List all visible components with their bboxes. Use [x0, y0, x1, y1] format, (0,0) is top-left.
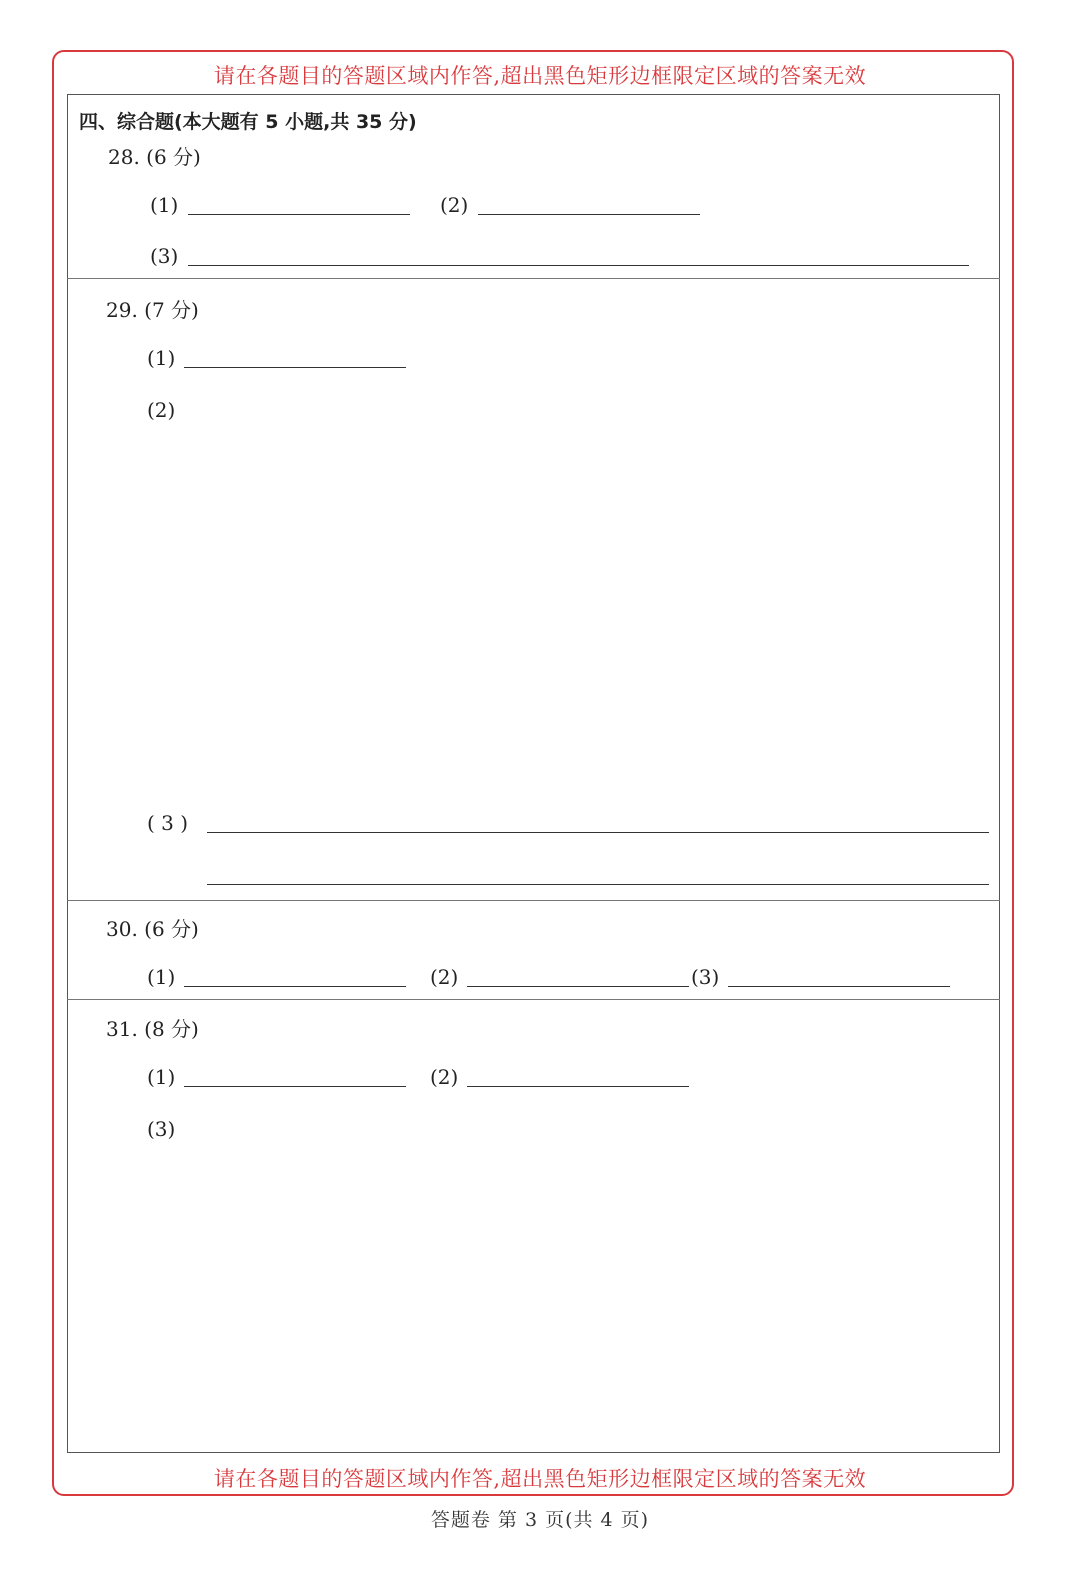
- q29-part3-answer-line-2[interactable]: [207, 884, 989, 885]
- page-footer: 答题卷 第 3 页(共 4 页): [430, 1509, 650, 1531]
- q30-part2-answer-line[interactable]: [467, 986, 689, 987]
- q28-part1-label: (1): [150, 193, 179, 217]
- q31-part1-label: (1): [147, 1065, 176, 1089]
- q29-label: 29. (7 分): [106, 298, 199, 322]
- q30-part3-answer-line[interactable]: [728, 986, 950, 987]
- divider-q28-q29: [67, 278, 1000, 279]
- q31-part3-answer-space[interactable]: [184, 1150, 984, 1440]
- q31-label: 31. (8 分): [106, 1017, 199, 1041]
- q31-part3-label: (3): [147, 1117, 176, 1141]
- warning-top: 请在各题目的答题区域内作答,超出黑色矩形边框限定区域的答案无效: [213, 64, 867, 88]
- q30-part1-label: (1): [147, 965, 176, 989]
- q30-part3-label: (3): [691, 965, 720, 989]
- q31-part2-label: (2): [430, 1065, 459, 1089]
- q30-part1-answer-line[interactable]: [184, 986, 406, 987]
- q31-part1-answer-line[interactable]: [184, 1086, 406, 1087]
- section-title: 四、综合题(本大题有 5 小题,共 35 分): [79, 111, 417, 133]
- q28-part2-label: (2): [440, 193, 469, 217]
- q28-part3-label: (3): [150, 244, 179, 268]
- divider-q29-q30: [67, 900, 1000, 901]
- q31-part2-answer-line[interactable]: [467, 1086, 689, 1087]
- q29-part3-answer-line-1[interactable]: [207, 832, 989, 833]
- q29-part2-answer-space[interactable]: [184, 430, 984, 800]
- q30-label: 30. (6 分): [106, 917, 199, 941]
- q28-part1-answer-line[interactable]: [188, 214, 410, 215]
- q30-part2-label: (2): [430, 965, 459, 989]
- q28-label: 28. (6 分): [108, 145, 201, 169]
- q29-part1-label: (1): [147, 346, 176, 370]
- q29-part3-label: ( 3 ): [147, 811, 189, 835]
- q28-part3-answer-line[interactable]: [188, 265, 969, 266]
- q29-part2-label: (2): [147, 398, 176, 422]
- warning-bottom: 请在各题目的答题区域内作答,超出黑色矩形边框限定区域的答案无效: [213, 1467, 867, 1491]
- q28-part2-answer-line[interactable]: [478, 214, 700, 215]
- q29-part1-answer-line[interactable]: [184, 367, 406, 368]
- divider-q30-q31: [67, 999, 1000, 1000]
